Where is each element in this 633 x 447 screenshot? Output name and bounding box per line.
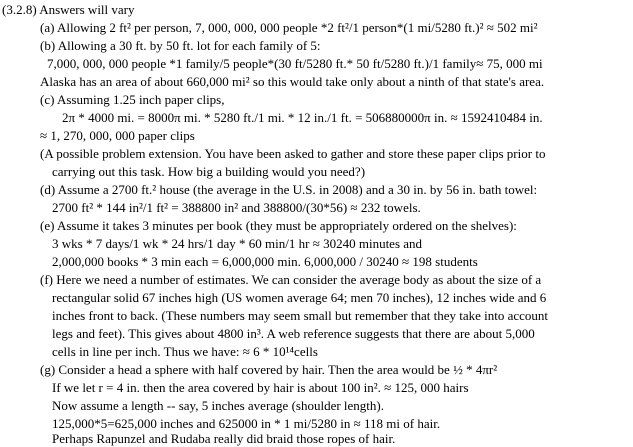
part-g-line-4: 125,000*5=625,000 inches and 625000 in * 1 mi/5280 in ≈ 118 mi of hair. [52, 416, 441, 431]
part-f-line-4: legs and feet). This gives about 4800 in³. A web reference suggests that there are about 5,000 [52, 326, 535, 341]
part-c-extension-line-2: carrying out this task. How big a building would you need?) [52, 164, 366, 179]
part-b-calculation: 7,000, 000, 000 people *1 family/5 people*(30 ft/5280 ft.* 50 ft/5280 ft.)/1 family≈ 75, 000 mi [47, 56, 543, 71]
part-e-minutes: 3 wks * 7 days/1 wk * 24 hrs/1 day * 60 min/1 hr ≈ 30240 minutes and [52, 236, 423, 251]
part-g-line-2: If we let r = 4 in. then the area covered by hair is about 100 in². ≈ 125, 000 hairs [52, 380, 469, 395]
part-g-line-1: (g) Consider a head a sphere with half covered by hair. Then the area would be ½ * 4πr² [40, 362, 498, 377]
part-e-students: 2,000,000 books * 3 min each = 6,000,000 min. 6,000,000 / 30240 ≈ 198 students [52, 254, 478, 269]
part-f-line-2: rectangular solid 67 inches high (US women average 64; men 70 inches), 12 inches wide and 6 [52, 290, 547, 305]
part-g-line-5: Perhaps Rapunzel and Rudaba really did braid those ropes of hair. [52, 431, 396, 446]
part-b-assumption: (b) Allowing a 30 ft. by 50 ft. lot for each family of 5: [40, 38, 321, 53]
part-f-result: cells in line per inch. Thus we have: ≈ 6 * 10¹⁴cells [52, 344, 318, 359]
part-c-calculation: 2π * 4000 mi. = 8000π mi. * 5280 ft./1 mi. * 12 in./1 ft. = 506880000π in. ≈ 1592410484 in. [62, 110, 543, 125]
part-a-answer: (a) Allowing 2 ft² per person, 7, 000, 000, 000 people *2 ft²/1 person*(1 mi/5280 ft.)² ≈ 502 mi² [40, 20, 538, 35]
part-b-conclusion: Alaska has an area of about 660,000 mi² so this would take only about a ninth of that state's area. [40, 74, 545, 89]
part-f-line-3: inches front to back. (These numbers may seem small but remember that they take into account [52, 308, 549, 323]
part-e-assumption: (e) Assume it takes 3 minutes per book (they must be appropriately ordered on the shelves): [40, 218, 517, 233]
part-g-line-3: Now assume a length -- say, 5 inches average (shoulder length). [52, 398, 384, 413]
part-d-assumption: (d) Assume a 2700 ft.² house (the average in the U.S. in 2008) and a 30 in. by 56 in. bath towel: [40, 182, 538, 197]
part-c-extension-line-1: (A possible problem extension. You have been asked to gather and store these paper clips prior to [40, 146, 546, 161]
part-c-result: ≈ 1, 270, 000, 000 paper clips [40, 128, 195, 143]
part-f-line-1: (f) Here we need a number of estimates. We can consider the average body as about the size of a [40, 272, 542, 287]
part-c-assumption: (c) Assuming 1.25 inch paper clips, [40, 92, 225, 107]
part-d-calculation: 2700 ft² * 144 in²/1 ft² = 388800 in² and 388800/(30*56) ≈ 232 towels. [52, 200, 421, 215]
section-heading: (3.2.8) Answers will vary [2, 2, 135, 17]
